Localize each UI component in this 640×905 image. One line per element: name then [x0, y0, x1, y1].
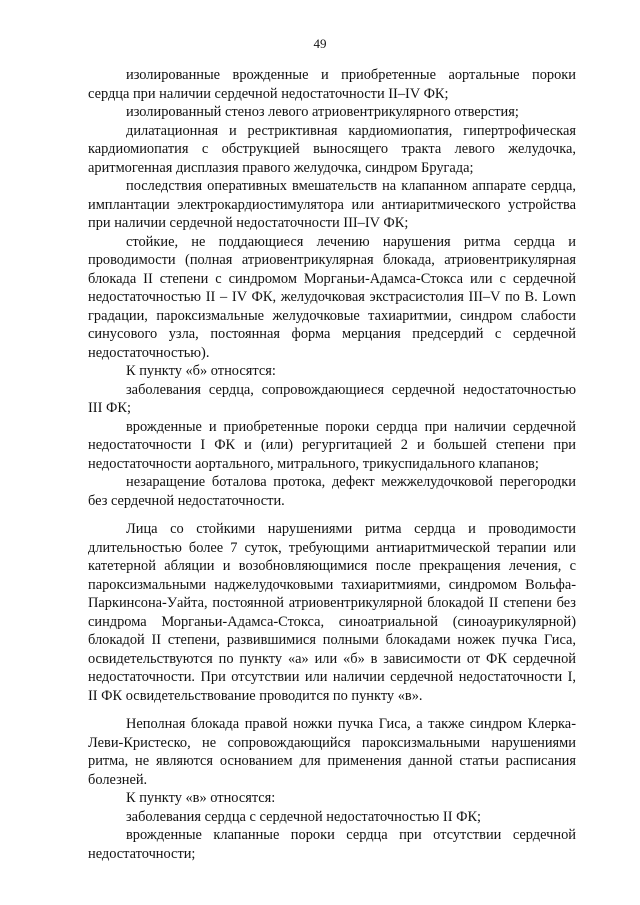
paragraph: заболевания сердца с сердечной недостаточностью II ФК;	[126, 808, 482, 825]
paragraph: изолированные врожденные и приобретенные аортальные пороки сердца при наличии сердечной недостаточности II–IV ФК;	[88, 67, 576, 102]
paragraph: дилатационная и рестриктивная кардиомиопатия, гипертрофическая кардиомиопатия с обструкцией выносящего тракта левого желудочка, аритмогенная дисплазия правого желудочка, синдром Бругада;	[88, 122, 576, 176]
paragraph: врожденные клапанные пороки сердца при отсутствии сердечной недостаточности;	[88, 827, 576, 862]
paragraph: изолированный стеноз левого атриовентрикулярного отверстия;	[126, 104, 519, 120]
paragraph: Неполная блокада правой ножки пучка Гиса, а также синдром Клерка-Леви-Кристеско, не сопровождающийся пароксизмальными нарушениями ритма, не являются основанием для применения данной статьи расписания болезней.	[88, 716, 576, 788]
document-body	[88, 66, 576, 863]
paragraph: заболевания сердца, сопровождающиеся сердечной недостаточностью III ФК;	[88, 381, 576, 416]
paragraph: К пункту «в» относятся:	[126, 790, 276, 806]
paragraph: врожденные и приобретенные пороки сердца при наличии сердечной недостаточности I ФК и (или) регургитацией 2 и большей степени при недостаточности аортального, митрального, трикуспидального клапанов;	[88, 418, 576, 472]
page-number: 49	[313, 36, 327, 51]
paragraph: стойкие, не поддающиеся лечению нарушения ритма сердца и проводимости (полная атриовентрикулярная блокада, атриовентрикулярная блокада II степени с синдромом Морганьи-Адамса-Стокса или с сердечной недостаточностью II – IV ФК, желудочковая экстрасистолия III–V по B. Lown градации, пароксизмальные желудочковые тахиаритмии, синдром слабости синусового узла, постоянная форма мерцания предсердий с сердечной недостаточностью).	[88, 233, 576, 361]
paragraph: незаращение боталова протока, дефект межжелудочковой перегородки без сердечной недостаточности.	[88, 474, 576, 509]
paragraph: К пункту «б» относятся:	[126, 363, 276, 379]
paragraph: последствия оперативных вмешательств на клапанном аппарате сердца, имплантации электрокардиостимулятора или антиаритмического устройства при наличии сердечной недостаточности III–IV ФК;	[88, 178, 576, 231]
paragraph: Лица со стойкими нарушениями ритма сердца и проводимости длительностью более 7 суток, требующими антиаритмической терапии или катетерной абляции и возобновляющимися после прекращения лечения, с пароксизмальными наджелудочковыми тахиаритмиями, синдромом Вольфа-Паркинсона-Уайта, постоянной атриовентрикулярной блокадой II степени без синдрома Морганьи-Адамса-Стокса, синоатриальной (синоаурикулярной) блокадой II степени, развившимися полными блокадами ножек пучка Гиса, освидетельствуются по пункту «а» или «б» в зависимости от ФК сердечной недостаточности. При отсутствии или наличии сердечной недостаточности I, II ФК освидетельствование проводится по пункту «в».	[88, 521, 576, 704]
